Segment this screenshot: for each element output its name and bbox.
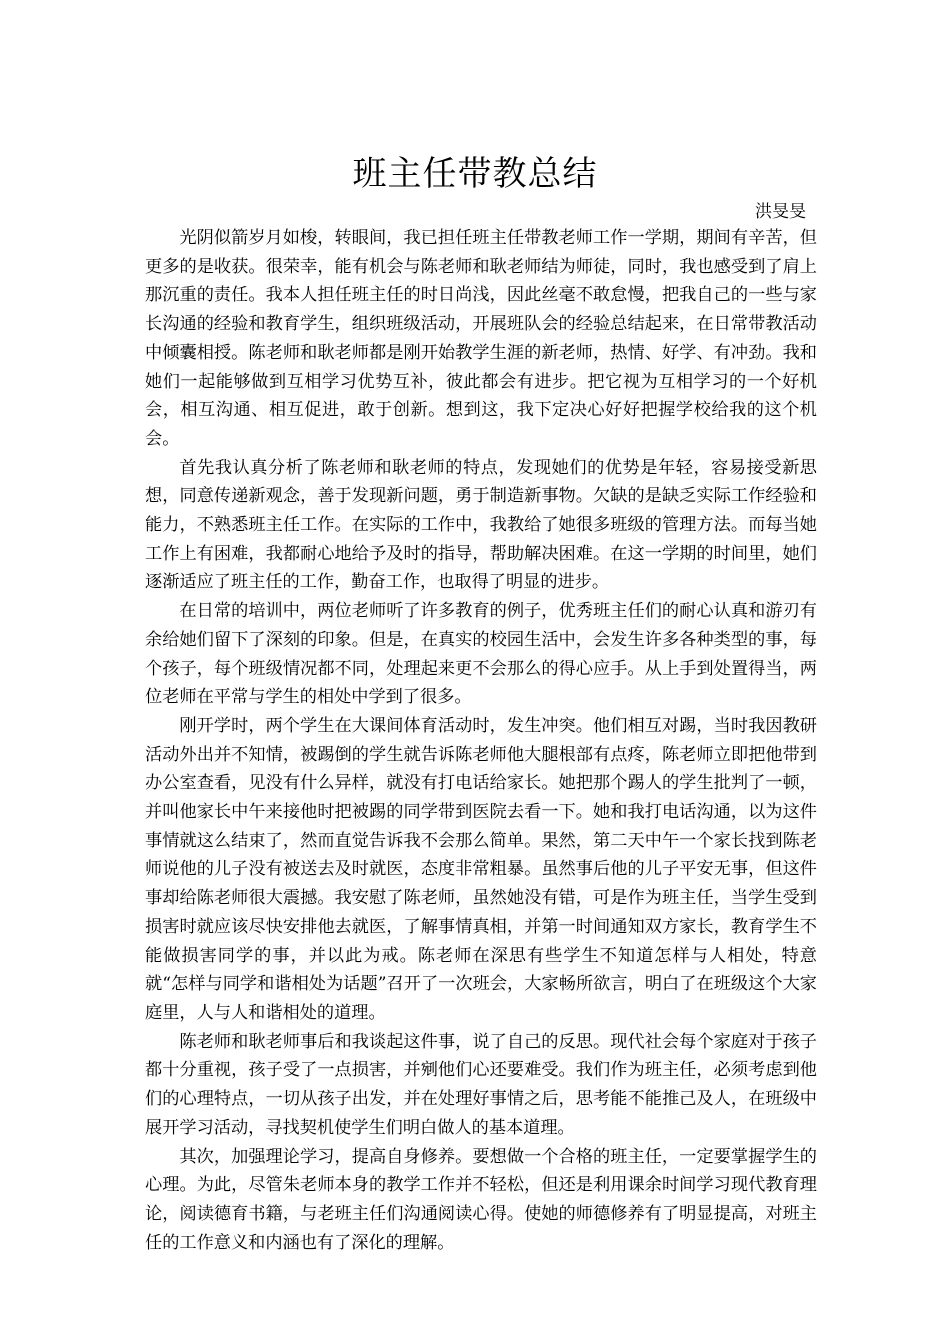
document-body [145, 224, 817, 1257]
paragraph-2: 首先我认真分析了陈老师和耿老师的特点，发现她们的优势是年轻，容易接受新思想，同意传递新观念，善于发现新问题，勇于制造新事物。欠缺的是缺乏实际工作经验和能力，不熟悉班主任工作。在实际的工作中，我教给了她很多班级的管理方法。而每当她工作上有困难，我都耐心地给予及时的指导，帮助解决困难。在这一学期的时间里，她们逐渐适应了班主任的工作，勤奋工作，也取得了明显的进步。 [145, 457, 817, 593]
paragraph-4: 刚开学时，两个学生在大课间体育活动时，发生冲突。他们相互对踢，当时我因教研活动外出并不知情，被踢倒的学生就告诉陈老师他大腿根部有点疼，陈老师立即把他带到办公室查看，见没有什么异样，就没有打电话给家长。她把那个踢人的学生批判了一顿，并叫他家长中午来接他时把被踢的同学带到医院去看一下。她和我打电话沟通，以为这件事情就这么结束了，然而直觉告诉我不会那么简单。果然，第二天中午一个家长找到陈老师说他的儿子没有被送去及时就医，态度非常粗暴。虽然事后他的儿子平安无事，但这件事却给陈老师很大震撼。我安慰了陈老师，虽然她没有错，可是作为班主任，当学生受到损害时就应该尽快安排他去就医，了解事情真相，并第一时间通知双方家长，教育学生不能做损害同学的事，并以此为戒。陈老师在深思有些学生不知道怎样与人相处，特意就“怎样与同学和谐相处为话题”召开了一次班会，大家畅所欲言，明白了在班级这个大家庭里，人与人和谐相处的道理。 [145, 715, 817, 1023]
paragraph-6: 其次，加强理论学习，提高自身修养。要想做一个合格的班主任，一定要掌握学生的心理。为此，尽管朱老师本身的教学工作并不轻松，但还是利用课余时间学习现代教育理论，阅读德育书籍，与老班主任们沟通阅读心得。使她的师德修养有了明显提高，对班主任的工作意义和内涵也有了深化的理解。 [145, 1146, 817, 1253]
paragraph-5: 陈老师和耿老师事后和我谈起这件事，说了自己的反思。现代社会每个家庭对于孩子都十分重视，孩子受了一点损害，并剜他们心还要难受。我们作为班主任，必须考虑到他们的心理特点，一切从孩子出发，并在处理好事情之后，思考能不能推己及人，在班级中展开学习活动，寻找契机使学生们明白做人的基本道理。 [145, 1031, 817, 1138]
author-name: 洪旻旻 [755, 202, 806, 222]
paragraph-3: 在日常的培训中，两位老师听了许多教育的例子，优秀班主任们的耐心认真和游刃有余给她们留下了深刻的印象。但是，在真实的校园生活中，会发生许多各种类型的事，每个孩子，每个班级情况都不同，处理起来更不会那么的得心应手。从上手到处置得当，两位老师在平常与学生的相处中学到了很多。 [145, 601, 817, 708]
paragraph-1: 光阴似箭岁月如梭，转眼间，我已担任班主任带教老师工作一学期，期间有辛苦，但更多的是收获。很荣幸，能有机会与陈老师和耿老师结为师徒，同时，我也感受到了肩上那沉重的责任。我本人担任班主任的时日尚浅，因此丝毫不敢怠慢，把我自己的一些与家长沟通的经验和教育学生，组织班级活动，开展班队会的经验总结起来，在日常带教活动中倾囊相授。陈老师和耿老师都是刚开始教学生涯的新老师，热情、好学、有冲劲。我和她们一起能够做到互相学习优势互补，彼此都会有进步。把它视为互相学习的一个好机会，相互沟通、相互促进，敢于创新。想到这，我下定决心好好把握学校给我的这个机会。 [145, 228, 817, 449]
document-title: 班主任带教总结 [352, 154, 598, 194]
